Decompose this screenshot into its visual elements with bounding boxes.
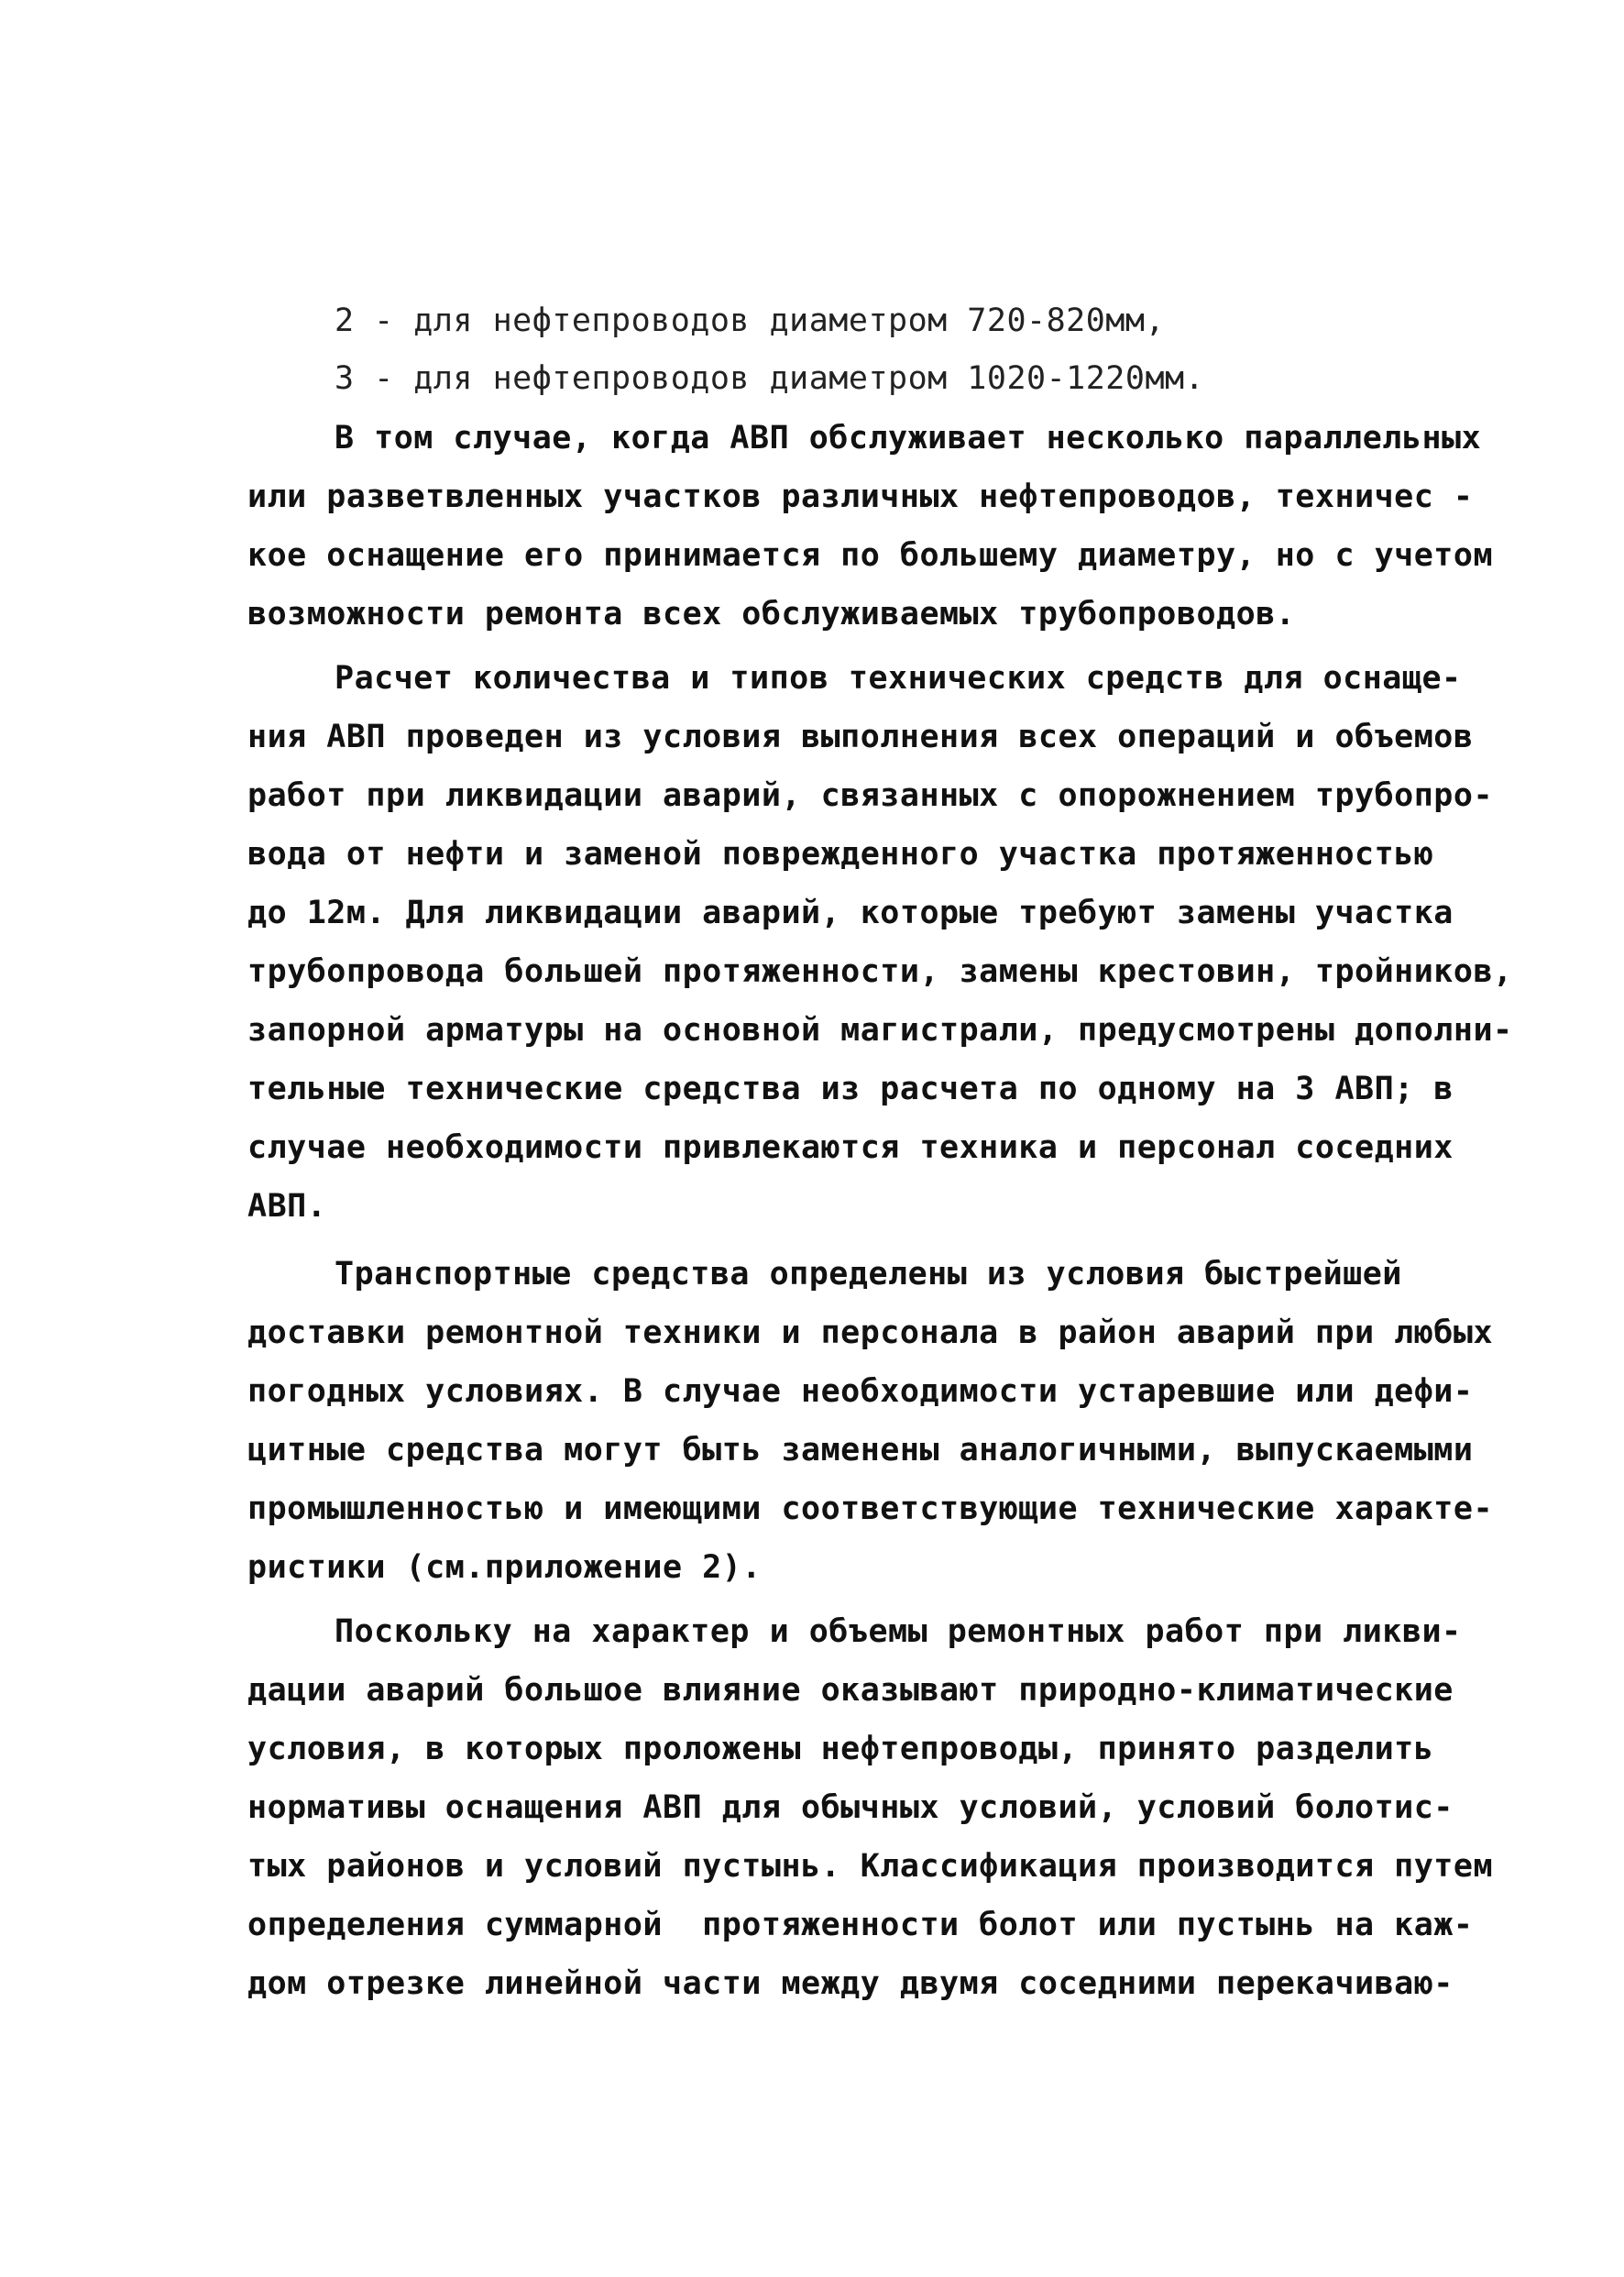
paragraph-1-line-2: или разветвленных участков различных нефтепроводов, техничес - [247, 478, 1474, 515]
paragraph-2-line-6: трубопровода большей протяженности, замены крестовин, тройников, [247, 953, 1513, 990]
paragraph-2-line-3: работ при ликвидации аварий, связанных с опорожнением трубопро- [247, 777, 1494, 814]
paragraph-4-line-1: Поскольку на характер и объемы ремонтных работ при ликви- [335, 1613, 1462, 1650]
paragraph-3-line-6: ристики (см.приложение 2). [247, 1549, 762, 1586]
paragraph-4-line-4: нормативы оснащения АВП для обычных условий, условий болотис- [247, 1789, 1454, 1826]
paragraph-3-line-1: Транспортные средства определены из условия быстрейшей [335, 1256, 1402, 1292]
paragraph-3-line-5: промышленностью и имеющими соответствующие технические характе- [247, 1490, 1494, 1527]
list-item-2: 2 - для нефтепроводов диаметром 720-820мм, [335, 302, 1166, 339]
list-item-3: 3 - для нефтепроводов диаметром 1020-1220мм. [335, 360, 1205, 397]
paragraph-2-line-4: вода от нефти и заменой поврежденного участка протяженностью [247, 836, 1434, 873]
paragraph-3-line-3: погодных условиях. В случае необходимости устаревшие или дефи- [247, 1373, 1474, 1410]
paragraph-2-line-9: случае необходимости привлекаются техника и персонал соседних [247, 1129, 1454, 1166]
paragraph-4-line-6: определения суммарной протяженности болот или пустынь на каж- [247, 1907, 1474, 1943]
paragraph-1-line-1: В том случае, когда АВП обслуживает несколько параллельных [335, 420, 1482, 456]
paragraph-2-line-1: Расчет количества и типов технических средств для оснаще- [335, 660, 1462, 697]
paragraph-2-line-8: тельные технические средства из расчета по одному на 3 АВП; в [247, 1071, 1454, 1107]
paragraph-2-line-5: до 12м. Для ликвидации аварий, которые требуют замены участка [247, 895, 1454, 931]
paragraph-1-line-4: возможности ремонта всех обслуживаемых трубопроводов. [247, 596, 1296, 632]
paragraph-1-line-3: кое оснащение его принимается по большему диаметру, но с учетом [247, 537, 1494, 574]
paragraph-4-line-5: тых районов и условий пустынь. Классификация производится путем [247, 1848, 1494, 1885]
paragraph-4-line-7: дом отрезке линейной части между двумя соседними перекачиваю- [247, 1965, 1454, 2002]
paragraph-2-line-10: АВП. [247, 1188, 327, 1225]
paragraph-4-line-3: условия, в которых проложены нефтепроводы, принято разделить [247, 1731, 1434, 1767]
paragraph-3-line-4: цитные средства могут быть заменены аналогичными, выпускаемыми [247, 1432, 1474, 1468]
paragraph-2-line-7: запорной арматуры на основной магистрали, предусмотрены дополни- [247, 1012, 1513, 1049]
paragraph-4-line-2: дации аварий большое влияние оказывают природно-климатические [247, 1672, 1454, 1709]
paragraph-2-line-2: ния АВП проведен из условия выполнения всех операций и объемов [247, 719, 1474, 755]
paragraph-3-line-2: доставки ремонтной техники и персонала в район аварий при любых [247, 1314, 1494, 1351]
